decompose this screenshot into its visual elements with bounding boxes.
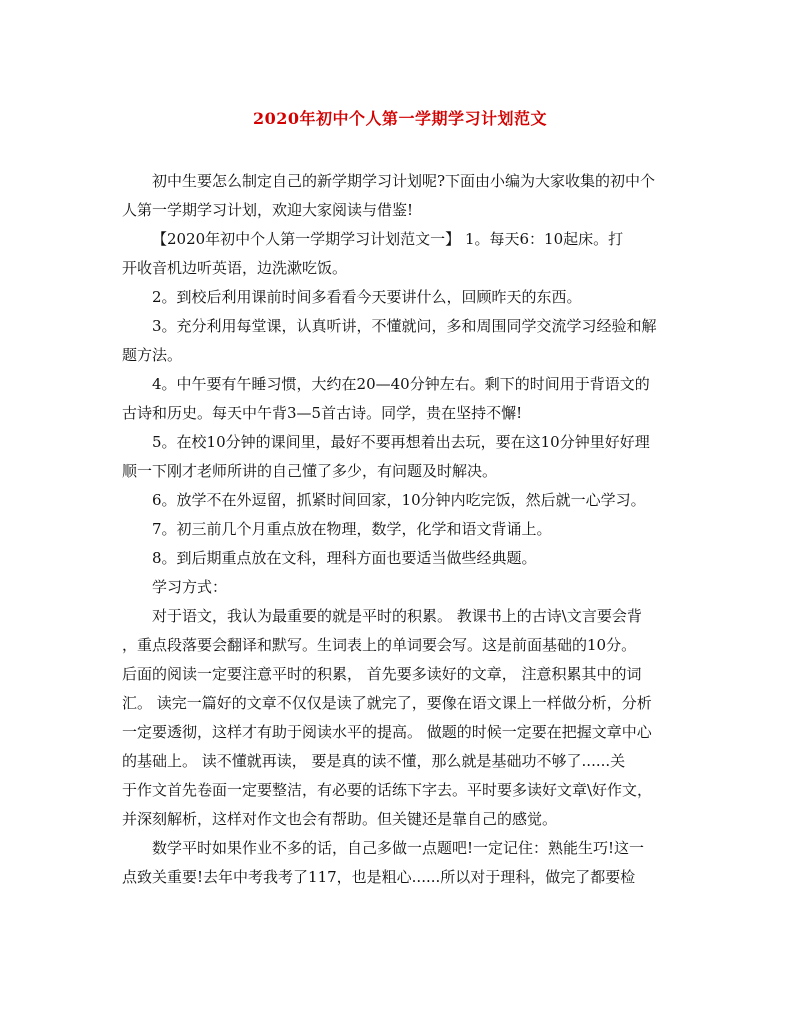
text-line: 题方法。 [122, 346, 183, 364]
text-line: 2。到校后利用课前时间多看看今天要讲什么，回顾昨天的东西。 [152, 288, 582, 306]
text-line: 后面的阅读一定要注意平时的积累， 首先要多读好的文章， 注意积累其中的词 [122, 665, 642, 683]
text-line: 5。在校10分钟的课间里，最好不要再想着出去玩，要在这10分钟里好好理 [152, 433, 650, 451]
document-title: 2020年初中个人第一学期学习计划范文 [252, 109, 548, 128]
text-line: 初中生要怎么制定自己的新学期学习计划呢?下面由小编为大家收集的初中个 [152, 172, 656, 190]
text-line: 古诗和历史。每天中午背3—5首古诗。同学，贵在坚持不懈! [122, 404, 523, 422]
text-line: 对于语文，我认为最重要的就是平时的积累。 教课书上的古诗\文言要会背 [152, 607, 642, 625]
text-line: 3。充分利用每堂课，认真听讲，不懂就问，多和周围同学交流学习经验和解 [152, 317, 657, 335]
text-line: 点致关重要!去年中考我考了117，也是粗心......所以对于理科，做完了都要检 [122, 868, 636, 886]
text-line: 开收音机边听英语，边洗漱吃饭。 [122, 259, 348, 277]
text-line: 于作文首先卷面一定要整洁，有必要的话练下字去。平时要多读好文章\好作文， [122, 781, 653, 799]
text-line: 顺一下刚才老师所讲的自己懂了多少，有问题及时解决。 [122, 462, 498, 480]
text-line: 8。到后期重点放在文科，理科方面也要适当做些经典题。 [152, 549, 537, 567]
text-line: 并深刻解析，这样对作文也会有帮助。但关键还是靠自己的感觉。 [122, 810, 558, 828]
text-line: 【2020年初中个人第一学期学习计划范文一】 1。每天6：10起床。打 [152, 230, 624, 248]
text-line: 汇。 读完一篇好的文章不仅仅是读了就完了，要像在语文课上一样做分析，分析 [122, 694, 652, 712]
text-line: 人第一学期学习计划，欢迎大家阅读与借鉴! [122, 201, 414, 219]
text-line: 7。初三前几个月重点放在物理，数学，化学和语文背诵上。 [152, 520, 552, 538]
text-line: 6。放学不在外逗留，抓紧时间回家，10分钟内吃完饭，然后就一心学习。 [152, 491, 646, 509]
text-line: 数学平时如果作业不多的话，自己多做一点题吧!一定记住：熟能生巧!这一 [152, 839, 645, 857]
text-line: 学习方式： [152, 578, 228, 596]
document-body [122, 167, 684, 892]
text-line: 的基础上。 读不懂就再读， 要是真的读不懂，那么就是基础功不够了......关 [122, 752, 626, 770]
text-line: 一定要透彻，这样才有助于阅读水平的提高。 做题的时候一定要在把握文章中心 [122, 723, 652, 741]
text-line: 4。中午要有午睡习惯，大约在20—40分钟左右。剩下的时间用于背语文的 [152, 375, 650, 393]
text-line: ，重点段落要会翻译和默写。生词表上的单词要会写。这是前面基础的10分。 [122, 636, 637, 654]
